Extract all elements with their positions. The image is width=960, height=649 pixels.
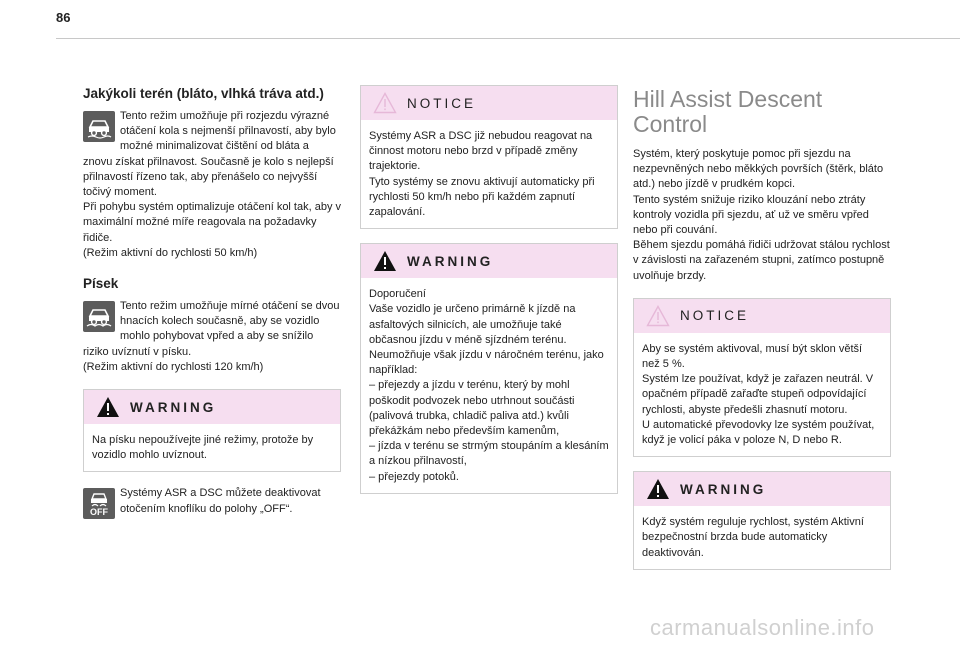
notice-triangle-icon <box>646 305 670 327</box>
header-rule <box>56 38 960 39</box>
notice-box-asr <box>360 85 618 229</box>
warning-box-hadc <box>633 471 891 570</box>
warning-text: Když systém reguluje rychlost, systém Aktivní bezpečnostní brzda bude automaticky deaktivován. <box>642 516 864 559</box>
sand-terrain-icon <box>83 301 115 332</box>
section-title: Hill Assist Descent Control <box>633 86 823 137</box>
warning-header <box>634 472 890 506</box>
warning-text: Na písku nepoužívejte jiné režimy, protože by vozidlo mohlo uvíznout. <box>92 434 314 462</box>
warning-triangle-icon <box>96 396 120 418</box>
off-label: OFF <box>90 506 108 517</box>
notice-text: Systémy ASR a DSC již nebudou reagovat na činnost motoru nebo brzd v případě změny trajektorie. Tyto systémy se znovu aktivují automaticky při rychlosti 50 km/h nebo při každém zapnutí zapalování. <box>369 130 595 219</box>
hadc-description: Systém, který poskytuje pomoc při sjezdu na nezpevněných nebo měkkých površích (štěrk, bláto atd.) nebo jízdě v prudkém kopci. Tento systém snižuje riziko klouzání nebo ztráty kontroly vozidla při sjezdu, ať už ve směru vpřed nebo při couvání. Během sjezdu pomáhá řidiči udržovat stálou rychlost v závislosti na zařazeném stupni, zatímco postupně uvolňuje brzdy. <box>633 148 890 282</box>
asr-dsc-text: Systémy ASR a DSC můžete deaktivovat otočením knoflíku do polohy „OFF“. <box>120 487 321 515</box>
notice-title: NOTICE <box>680 308 750 324</box>
mud-terrain-icon <box>83 111 115 142</box>
warning-text: Doporučení Vaše vozidlo je určeno primárně k jízdě na asfaltových silnicích, ale umožňuje také občasnou jízdu v méně sjízdném terénu. Neumožňuje však jízdu v náročném terénu, jako například: – přejezdy a jízdu v terénu, který by mohl poškodit podvozek nebo utrhnout součásti (palivová trubka, chladič paliva atd.) kvůli překážkám nebo především kamenům, – jízda v terénu se strmým stoupáním a klesáním a nízkou přilnavostí, – přejezdy potoků. <box>369 288 609 483</box>
asr-off-icon <box>83 488 115 519</box>
warning-box-sand <box>83 389 341 472</box>
notice-text: Aby se systém aktivoval, musí být sklon větší než 5 %. Systém lze používat, když je zařazen neutrál. V opačném případě zařaďte stupeň odpovídající rychlosti, abyste předešli zhasnutí motoru. U automatické převodovky lze systém používat, když je volicí páka v poloze N, D nebo R. <box>642 342 875 447</box>
any-terrain-block <box>83 109 341 261</box>
warning-box-terrain <box>360 243 618 494</box>
notice-box-hadc <box>633 298 891 457</box>
warning-header <box>84 390 340 424</box>
notice-header <box>634 299 890 333</box>
column-2 <box>360 85 618 494</box>
warning-triangle-icon <box>646 478 670 500</box>
asr-dsc-block <box>83 486 341 516</box>
page-number: 86 <box>56 10 71 25</box>
warning-title: WARNING <box>130 399 217 415</box>
warning-title: WARNING <box>407 253 494 269</box>
notice-header <box>361 86 617 120</box>
column-1 <box>83 85 341 520</box>
sand-text: Tento režim umožňuje mírné otáčení se dvou hnacích kolech současně, aby se vozidlo mohlo pohybovat vpřed a aby se snížilo riziko uvíznutí v písku. (Režim aktivní do rychlosti 120 km/h) <box>83 300 340 373</box>
warning-title: WARNING <box>680 481 767 497</box>
heading-sand: Písek <box>83 276 119 292</box>
sand-block <box>83 299 341 375</box>
heading-any-terrain: Jakýkoli terén (bláto, vlhká tráva atd.) <box>83 86 324 101</box>
any-terrain-text: Tento režim umožňuje při rozjezdu výrazné otáčení kola s nejmenší přilnavostí, aby bylo možné minimalizovat čištění od bláta a znovu získat přilnavost. Současně je kolo s nejlepší přilnavostí řízeno tak, aby přenášelo co nejvyšší točivý moment. Při pohybu systém optimalizuje otáčení kol tak, aby v maximální možné míře reagovala na požadavky řidiče. (Režim aktivní do rychlosti 50 km/h) <box>83 110 342 259</box>
warning-triangle-icon <box>373 250 397 272</box>
warning-header <box>361 244 617 278</box>
watermark: carmanualsonline.info <box>650 615 875 640</box>
notice-triangle-icon <box>373 92 397 114</box>
column-3 <box>633 85 891 570</box>
notice-title: NOTICE <box>407 95 477 111</box>
